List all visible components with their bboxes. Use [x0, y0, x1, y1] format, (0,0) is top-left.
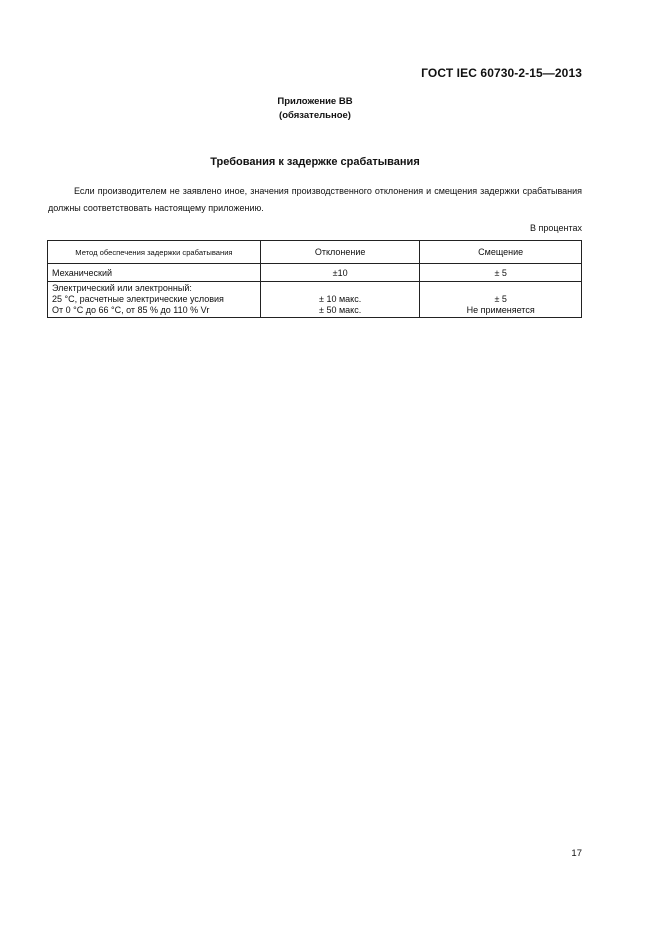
appendix-status: (обязательное) — [279, 110, 351, 121]
method-line: От 0 °С до 66 °С, от 85 % до 110 % Vr — [52, 305, 210, 315]
page-number: 17 — [571, 848, 582, 859]
deviation-value: ± 50 макс. — [319, 305, 362, 315]
table-row — [48, 282, 582, 318]
appendix-heading — [0, 95, 630, 123]
method-line: 25 °С, расчетные электрические условия — [52, 294, 224, 304]
offset-cell — [420, 264, 582, 282]
offset-cell — [420, 282, 582, 318]
method-cell — [48, 282, 261, 318]
delay-requirements-table — [47, 240, 582, 318]
method-line: Электрический или электронный: — [52, 283, 192, 293]
offset-value: ± 5 — [494, 267, 507, 278]
table-header-row — [48, 241, 582, 264]
column-header-deviation: Отклонение — [260, 241, 420, 264]
table-row — [48, 264, 582, 282]
appendix-title: Приложение ВВ — [277, 96, 353, 107]
column-header-method: Метод обеспечения задержки срабатывания — [48, 241, 261, 264]
method-line: Механический — [52, 267, 112, 278]
deviation-value: ±10 — [332, 267, 348, 278]
offset-value: Не применяется — [466, 305, 535, 315]
standard-designation: ГОСТ IEC 60730-2-15—2013 — [421, 66, 582, 80]
method-cell — [48, 264, 261, 282]
offset-value — [424, 283, 577, 294]
column-header-offset: Смещение — [420, 241, 582, 264]
deviation-cell — [260, 282, 420, 318]
deviation-value — [265, 283, 416, 294]
intro-paragraph: Если производителем не заявлено иное, значения производственного отклонения и смещения задержки срабатывания должны соответствовать настоящему приложению. — [48, 186, 582, 213]
units-note: В процентах — [530, 223, 582, 233]
offset-value: ± 5 — [494, 294, 507, 304]
deviation-value: ± 10 макс. — [319, 294, 362, 304]
deviation-cell — [260, 264, 420, 282]
section-title: Требования к задержке срабатывания — [210, 156, 420, 168]
